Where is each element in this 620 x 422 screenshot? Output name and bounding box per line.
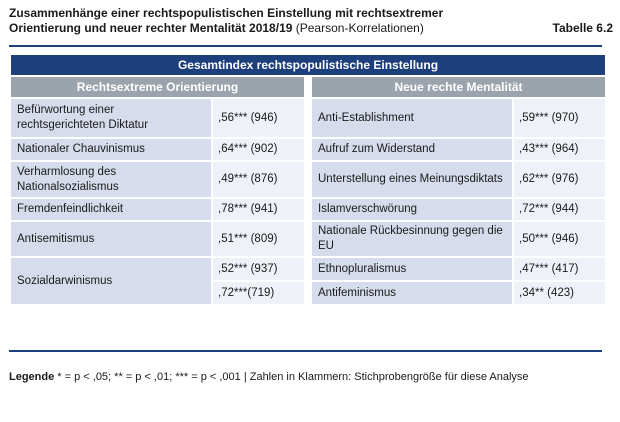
left-row-value: ,49*** (876) [211,162,304,199]
right-row-value: ,62*** (976) [512,162,605,199]
left-row-label: Nationaler Chauvinismus [11,139,211,162]
left-row-value: ,56*** (946) [211,99,304,139]
left-row-value: ,78*** (941) [211,199,304,222]
right-row-label: Antifeminismus [312,282,512,306]
right-row-label: Islamverschwörung [312,199,512,222]
left-row-label: Antisemitismus [11,222,211,258]
legend-label: Legende [9,371,55,383]
right-row-label: Nationale Rückbesinnung gegen die EU [312,222,512,258]
right-row-label: Ethnopluralismus [312,258,512,282]
right-row-value: ,50*** (946) [512,222,605,258]
title-line-1: Zusammenhänge einer rechtspopulistischen Einstellung mit rechtsextremer [9,6,444,20]
left-row-label: Verharmlosung des Nationalsozialismus [11,162,211,199]
left-row-label: Sozialdarwinismus [11,258,211,306]
right-row-value: ,72*** (944) [512,199,605,222]
right-row-label: Anti-Establishment [312,99,512,139]
legend-text: * = p < ,05; ** = p < ,01; *** = p < ,001 | Zahlen in Klammern: Stichprobengröße für diese Analyse [54,371,529,383]
main-header: Gesamtindex rechtspopulistische Einstellung [11,55,605,77]
right-row-label: Unterstellung eines Meinungsdiktats [312,162,512,199]
table-title [9,6,609,36]
bottom-rule [9,350,602,352]
left-row-value: ,51*** (809) [211,222,304,258]
right-header: Neue rechte Mentalität [312,77,605,99]
right-row-value: ,59*** (970) [512,99,605,139]
left-row-value: ,64*** (902) [211,139,304,162]
right-row-value: ,43*** (964) [512,139,605,162]
title-line-2-main: Orientierung und neuer rechter Mentalität 2018/19 [9,21,293,35]
top-rule [9,45,602,47]
title-line-2 [9,21,609,36]
left-row-label: Fremdenfeindlichkeit [11,199,211,222]
right-row-label: Aufruf zum Widerstand [312,139,512,162]
correlation-table [11,55,605,306]
left-header: Rechtsextreme Orientierung [11,77,304,99]
left-row-value: ,52*** (937) [211,258,304,282]
table-number: Tabelle 6.2 [552,21,613,35]
legend [9,369,609,386]
title-line-2-sub: (Pearson-Korrelationen) [292,21,424,35]
left-row-label: Befürwortung einer rechtsgerichteten Diktatur [11,99,211,139]
right-row-value: ,34** (423) [512,282,605,306]
right-row-value: ,47*** (417) [512,258,605,282]
left-row-value: ,72***(719) [211,282,304,306]
